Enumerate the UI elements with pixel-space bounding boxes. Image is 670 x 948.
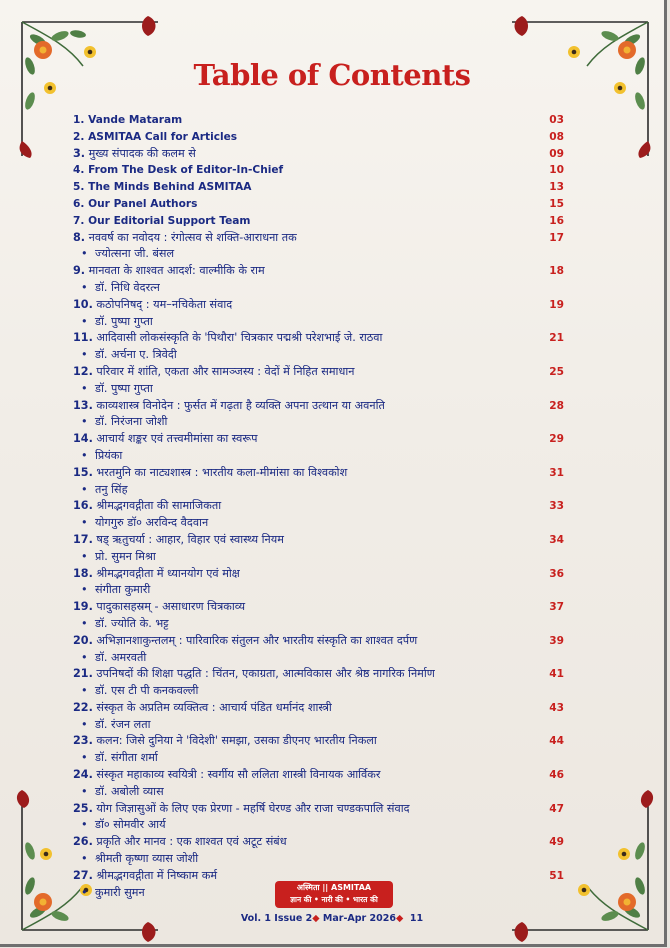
toc-entry[interactable]: [73, 179, 568, 196]
bullet-icon: •: [81, 818, 88, 832]
toc-entry-title-row[interactable]: [73, 230, 568, 247]
entry-number: 18.: [73, 566, 93, 580]
toc-entry-title-row[interactable]: [73, 633, 568, 650]
entry-author-row: [73, 482, 568, 499]
entry-page-number: 10: [549, 164, 564, 177]
toc-entry-title-row[interactable]: [73, 666, 568, 683]
entry-author: डॉ. एस टी पी कनकवल्ली: [95, 684, 199, 698]
entry-title: आचार्य शङ्कर एवं तत्त्वमीमांसा का स्वरूप: [96, 432, 258, 446]
entry-page-number: 46: [549, 769, 564, 782]
toc-entry-title-row[interactable]: [73, 498, 568, 515]
toc-entry[interactable]: [73, 498, 568, 532]
toc-entry[interactable]: [73, 146, 568, 163]
entry-author: प्रो. सुमन मिश्रा: [95, 549, 156, 563]
toc-entry-title-row[interactable]: [73, 364, 568, 381]
entry-number: 10.: [73, 297, 93, 311]
entry-author: डॉ. अर्चना ए. त्रिवेदी: [95, 348, 177, 362]
bullet-icon: •: [81, 885, 88, 899]
entry-author-row: [73, 784, 568, 801]
entry-author-row: [73, 717, 568, 734]
bullet-icon: •: [81, 348, 88, 362]
entry-title: काव्यशास्त्र विनोदेन : फुर्सत में गढ़ता है व्यक्ति अपना उत्थान या अवनति: [96, 398, 385, 412]
entry-page-number: 03: [549, 114, 564, 126]
entry-author-row: [73, 616, 568, 633]
bullet-icon: •: [81, 717, 88, 731]
entry-page-number: 31: [549, 466, 564, 479]
entry-title: उपनिषदों की शिक्षा पद्धति : चिंतन, एकाग्रता, आत्मविकास और श्रेष्ठ नागरिक निर्माण: [96, 667, 435, 681]
issue-date: Mar-Apr 2026: [322, 913, 396, 924]
entry-number: 11.: [73, 331, 93, 345]
entry-author: योगगुरु डॉ० अरविन्द वैदवान: [95, 516, 209, 530]
entry-page-number: 25: [549, 365, 564, 378]
toc-entry-title-row[interactable]: [73, 179, 568, 196]
entry-title: षड् ऋतुचर्या : आहार, विहार एवं स्वास्थ्य नियम: [96, 532, 284, 546]
toc-entry[interactable]: [73, 230, 568, 264]
bullet-icon: •: [81, 583, 88, 597]
entry-page-number: 51: [549, 869, 564, 882]
entry-page-number: 36: [549, 567, 564, 580]
entry-author-row: [73, 314, 568, 331]
entry-title: From The Desk of Editor-In-Chief: [88, 164, 284, 177]
entry-number: 1.: [73, 114, 85, 126]
entry-page-number: 19: [549, 298, 564, 311]
entry-title: संस्कृत महाकाव्य स्वयित्री : स्वर्गीय सौ ललिता शास्त्री विनायक आर्विकर: [96, 768, 381, 782]
table-of-contents: [73, 112, 568, 901]
entry-title: श्रीमद्भगवद्गीता में ध्यानयोग एवं मोक्ष: [96, 566, 240, 580]
toc-entry[interactable]: [73, 801, 568, 835]
entry-number: 17.: [73, 532, 93, 546]
entry-page-number: 18: [549, 265, 564, 278]
page-footer: [0, 913, 664, 924]
entry-page-number: 16: [549, 214, 564, 227]
toc-entry-title-row[interactable]: [73, 146, 568, 163]
entry-page-number: 33: [549, 500, 564, 513]
toc-entry-title-row[interactable]: [73, 398, 568, 415]
entry-title: योग जिज्ञासुओं के लिए एक प्रेरणा - महर्षि घेरण्ड और राजा चण्डकपालि संवाद: [96, 801, 410, 815]
toc-entry-title-row[interactable]: [73, 129, 568, 146]
toc-entry[interactable]: [73, 700, 568, 734]
toc-entry[interactable]: [73, 767, 568, 801]
entry-number: 3.: [73, 146, 86, 160]
toc-entry[interactable]: [73, 364, 568, 398]
entry-author: डॉ. पुष्पा गुप्ता: [95, 381, 153, 395]
entry-title: नववर्ष का नवोदय : रंगोत्सव से शक्ति-आराधना तक: [88, 230, 297, 244]
entry-number: 27.: [73, 868, 93, 882]
toc-entry-title-row[interactable]: [73, 297, 568, 314]
toc-entry[interactable]: [73, 633, 568, 667]
toc-entry-title-row[interactable]: [73, 330, 568, 347]
toc-entry-title-row[interactable]: [73, 532, 568, 549]
entry-page-number: 43: [549, 701, 564, 714]
toc-entry[interactable]: [73, 566, 568, 600]
entry-author: तनु सिंह: [95, 482, 128, 496]
entry-title: ASMITAA Call for Articles: [88, 130, 238, 143]
entry-title: Our Editorial Support Team: [88, 214, 251, 227]
toc-entry[interactable]: [73, 213, 568, 230]
entry-page-number: 41: [549, 668, 564, 681]
entry-page-number: 13: [549, 181, 564, 194]
issue-label: Vol. 1 Issue 2: [240, 913, 313, 924]
toc-entry-title-row[interactable]: [73, 801, 568, 818]
entry-author: कुमारी सुमन: [95, 885, 145, 899]
bullet-icon: •: [81, 751, 88, 765]
entry-author-row: [73, 448, 568, 465]
entry-author-row: [73, 851, 568, 868]
entry-author: ज्योत्सना जी. बंसल: [95, 247, 175, 261]
entry-page-number: 47: [549, 802, 564, 815]
entry-author: डॉ. रंजन लता: [95, 717, 151, 731]
entry-author: डॉ. अमरवती: [95, 650, 147, 664]
toc-entry[interactable]: [73, 666, 568, 700]
entry-number: 23.: [73, 734, 93, 748]
entry-title: कठोपनिषद् : यम–नचिकेता संवाद: [96, 297, 233, 311]
toc-entry-title-row[interactable]: [73, 263, 568, 280]
entry-number: 21.: [73, 667, 93, 681]
separator-dot: ◆: [395, 913, 404, 924]
entry-author-row: [73, 650, 568, 667]
entry-author: डॉ. ज्योति के. भट्ट: [95, 616, 169, 630]
toc-entry-title-row[interactable]: [73, 566, 568, 583]
toc-entry[interactable]: [73, 599, 568, 633]
entry-title: संस्कृत के अप्रतिम व्यक्तित्व : आचार्य पंडित धर्मानंद शास्त्री: [96, 700, 332, 714]
entry-number: 19.: [73, 600, 93, 614]
entry-author: डॉ. पुष्पा गुप्ता: [95, 314, 153, 328]
entry-page-number: 29: [549, 433, 564, 446]
toc-entry-title-row[interactable]: [73, 700, 568, 717]
entry-title: Our Panel Authors: [88, 197, 198, 210]
page-number: 11: [409, 913, 424, 924]
separator-dot: ◆: [312, 913, 320, 924]
toc-entry-title-row[interactable]: [73, 112, 568, 129]
entry-number: 24.: [73, 768, 93, 782]
toc-entry[interactable]: [73, 398, 568, 432]
toc-entry-title-row[interactable]: [73, 162, 568, 179]
entry-author-row: [73, 683, 568, 700]
bullet-icon: •: [81, 616, 88, 630]
entry-author: डॉ. निरंजना जोशी: [95, 415, 168, 429]
entry-title: मानवता के शाश्वत आदर्श: वाल्मीकि के राम: [88, 264, 265, 278]
entry-author-row: [73, 246, 568, 263]
entry-author: डॉ० सोमवीर आर्य: [95, 818, 166, 832]
entry-title: कलन: जिसे दुनिया ने 'विदेशी' समझा, उसका डीएनए भारतीय निकला: [96, 734, 377, 748]
entry-number: 16.: [73, 499, 93, 513]
entry-page-number: 28: [549, 399, 564, 412]
toc-entry-title-row[interactable]: [73, 733, 568, 750]
entry-number: 15.: [73, 465, 93, 479]
toc-entry[interactable]: [73, 129, 568, 146]
entry-number: 13.: [73, 398, 93, 412]
toc-entry[interactable]: [73, 733, 568, 767]
page-title: Table of Contents: [193, 58, 471, 92]
bullet-icon: •: [81, 852, 88, 866]
entry-number: 12.: [73, 364, 93, 378]
entry-number: 9.: [73, 264, 86, 278]
entry-number: 6.: [73, 197, 85, 210]
entry-number: 7.: [73, 214, 85, 227]
entry-author-row: [73, 817, 568, 834]
entry-page-number: 21: [549, 332, 564, 345]
bullet-icon: •: [81, 448, 88, 462]
entry-page-number: 49: [549, 836, 564, 849]
bullet-icon: •: [81, 381, 88, 395]
toc-entry-title-row[interactable]: [73, 599, 568, 616]
entry-author: श्रीमती कृष्णा व्यास जोशी: [95, 852, 199, 866]
toc-entry[interactable]: [73, 196, 568, 213]
toc-entry[interactable]: [73, 431, 568, 465]
bullet-icon: •: [81, 516, 88, 530]
entry-author-row: [73, 515, 568, 532]
toc-entry-title-row[interactable]: [73, 213, 568, 230]
bullet-icon: •: [81, 549, 88, 563]
entry-title: भरतमुनि का नाट्यशास्त्र : भारतीय कला-मीमांसा का विश्वकोश: [96, 465, 348, 479]
toc-entry[interactable]: [73, 112, 568, 129]
entry-number: 5.: [73, 181, 85, 194]
entry-author-row: [73, 280, 568, 297]
entry-author-row: [73, 347, 568, 364]
entry-author-row: [73, 750, 568, 767]
toc-entry[interactable]: [73, 162, 568, 179]
bullet-icon: •: [81, 314, 88, 328]
entry-number: 20.: [73, 633, 93, 647]
entry-title: आदिवासी लोकसंस्कृति के 'पिथौरा' चित्रकार पद्मश्री परेशभाई जे. राठवा: [96, 331, 383, 345]
bullet-icon: •: [81, 650, 88, 664]
entry-author: डॉ. संगीता शर्मा: [95, 751, 158, 765]
toc-entry[interactable]: [73, 465, 568, 499]
entry-number: 14.: [73, 432, 93, 446]
toc-entry-title-row[interactable]: [73, 431, 568, 448]
bullet-icon: •: [81, 280, 88, 294]
toc-entry-title-row[interactable]: [73, 834, 568, 851]
entry-page-number: 08: [549, 130, 564, 143]
entry-title: श्रीमद्भगवद्गीता की सामाजिकता: [96, 499, 222, 513]
entry-title: पादुकासहस्रम् - असाधारण चित्रकाव्य: [96, 600, 246, 614]
entry-number: 25.: [73, 801, 93, 815]
entry-author: संगीता कुमारी: [95, 583, 151, 597]
toc-entry-title-row[interactable]: [73, 196, 568, 213]
entry-author: प्रियंका: [95, 448, 123, 462]
entry-title: मुख्य संपादक की कलम से: [88, 146, 196, 160]
bullet-icon: •: [81, 247, 88, 261]
entry-number: 8.: [73, 230, 86, 244]
entry-page-number: 37: [549, 601, 564, 614]
toc-entry[interactable]: [73, 263, 568, 297]
entry-page-number: 09: [549, 147, 564, 160]
entry-page-number: 34: [549, 533, 564, 546]
entry-author: डॉ. अबोली व्यास: [95, 784, 164, 798]
entry-page-number: 39: [549, 634, 564, 647]
entry-number: 26.: [73, 835, 93, 849]
entry-author-row: [73, 414, 568, 431]
entry-number: 2.: [73, 130, 85, 143]
entry-title: श्रीमद्भगवद्गीता में निष्काम कर्म: [96, 868, 218, 882]
bullet-icon: •: [81, 415, 88, 429]
toc-entry[interactable]: [73, 834, 568, 868]
entry-page-number: 44: [549, 735, 564, 748]
entry-page-number: 15: [549, 197, 564, 210]
entry-number: 4.: [73, 164, 85, 177]
entry-title: The Minds Behind ASMITAA: [88, 181, 252, 194]
entry-author-row: [73, 381, 568, 398]
bullet-icon: •: [81, 684, 88, 698]
toc-entry-title-row[interactable]: [73, 465, 568, 482]
entry-title: Vande Mataram: [88, 114, 183, 126]
toc-entry[interactable]: [73, 532, 568, 566]
entry-title: प्रकृति और मानव : एक शाश्वत एवं अटूट संबंध: [96, 835, 287, 849]
toc-entry-title-row[interactable]: [73, 767, 568, 784]
toc-entry[interactable]: [73, 330, 568, 364]
entry-author-row: [73, 549, 568, 566]
entry-title: अभिज्ञानशाकुन्तलम् : पारिवारिक संतुलन और भारतीय संस्कृति का शाश्वत दर्पण: [96, 633, 418, 647]
toc-entry[interactable]: [73, 297, 568, 331]
entry-page-number: 17: [549, 231, 564, 244]
entry-title: परिवार में शांति, एकता और सामञ्जस्य : वेदों में निहित समाधान: [96, 364, 355, 378]
entry-author-row: [73, 582, 568, 599]
bullet-icon: •: [81, 482, 88, 496]
asmitaa-logo: अस्मिता || ASMITAA ज्ञान की • नारी की • भारत की: [275, 881, 393, 908]
entry-number: 22.: [73, 700, 93, 714]
entry-author: डॉ. निधि वेदरत्न: [95, 280, 160, 294]
bullet-icon: •: [81, 784, 88, 798]
